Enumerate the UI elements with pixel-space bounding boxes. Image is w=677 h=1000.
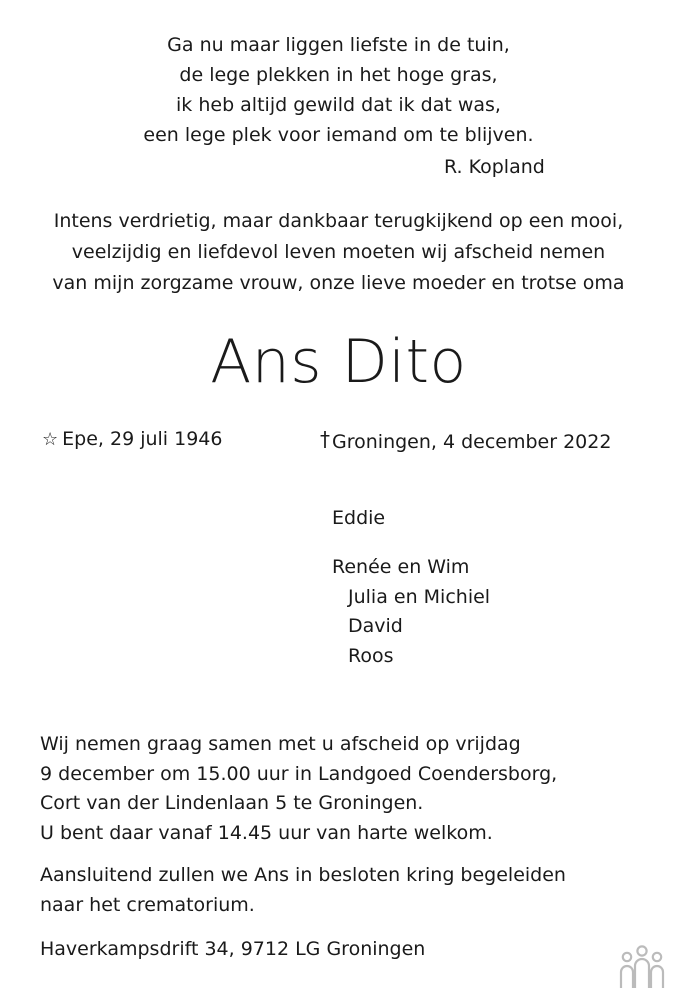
announcement-line: Intens verdrietig, maar dankbaar terugkijkend op een mooi,	[53, 210, 624, 232]
birth-info	[42, 424, 222, 455]
ceremony-line: U bent daar vanaf 14.45 uur van harte welkom.	[40, 821, 493, 844]
cremation-note	[40, 860, 566, 920]
death-place-date: Groningen, 4 december 2022	[332, 431, 612, 453]
ceremony-line: Cort van der Lindenlaan 5 te Groningen.	[40, 792, 424, 814]
family-grandchild: Julia en Michiel	[348, 586, 491, 608]
ceremony-line: 9 december om 15.00 uur in Landgoed Coendersborg,	[40, 762, 558, 785]
poem-line: een lege plek voor iemand om te blijven.	[143, 124, 534, 146]
family-spouse: Eddie	[332, 507, 386, 529]
cremation-line: Aansluitend zullen we Ans in besloten kring begeleiden	[40, 864, 566, 886]
family-grandchild: Roos	[348, 645, 394, 667]
announcement-text	[0, 206, 677, 299]
death-info	[320, 424, 611, 457]
cremation-line: naar het crematorium.	[40, 894, 255, 916]
family-grandchild: David	[348, 615, 403, 637]
ceremony-line: Wij nemen graag samen met u afscheid op vrijdag	[40, 733, 521, 755]
poem-line: de lege plekken in het hoge gras,	[179, 64, 498, 86]
announcement-line: veelzijdig en liefdevol leven moeten wij afscheid nemen	[71, 241, 606, 263]
announcement-line: van mijn zorgzame vrouw, onze lieve moeder en trotse oma	[52, 272, 625, 294]
ceremony-details	[40, 730, 557, 848]
family-child: Renée en Wim	[332, 556, 470, 578]
poem-author: R. Kopland	[444, 156, 545, 178]
correspondence-address: Haverkampsdrift 34, 9712 LG Groningen	[40, 938, 426, 960]
cross-icon: †	[320, 427, 330, 451]
star-icon: ☆	[42, 429, 59, 450]
deceased-name: Ans Dito	[210, 327, 467, 397]
people-group-icon	[618, 944, 666, 990]
poem-line: Ga nu maar liggen liefste in de tuin,	[167, 34, 510, 56]
poem	[0, 30, 677, 150]
birth-place-date: Epe, 29 juli 1946	[62, 428, 223, 450]
poem-line: ik heb altijd gewild dat ik dat was,	[176, 94, 501, 116]
